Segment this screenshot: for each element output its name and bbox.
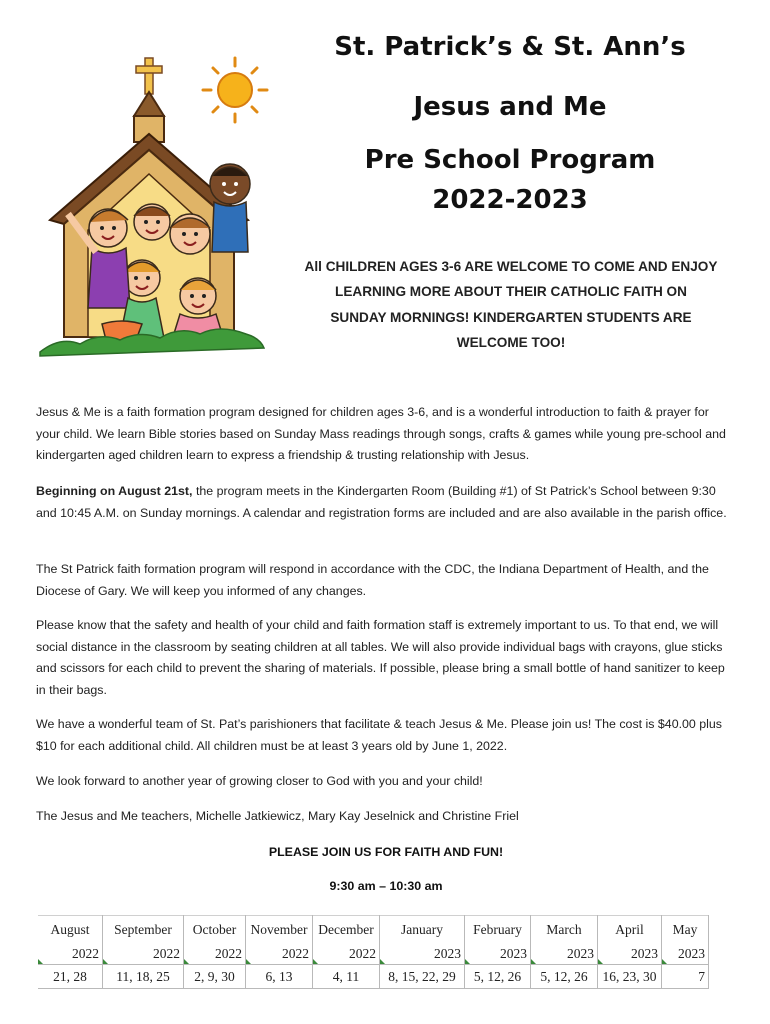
year-cell: 2023 [465, 944, 531, 965]
year-row [38, 944, 709, 965]
schedule-paragraph [36, 481, 736, 524]
dates-cell: 11, 18, 25 [103, 965, 184, 989]
sun-icon [203, 58, 267, 122]
dates-cell: 7 [662, 965, 709, 989]
health-guidelines-paragraph: The St Patrick faith formation program will respond in accordance with the CDC, the Indiana Department of Health, and the Diocese of Gary. We will keep you informed of any changes. [36, 562, 709, 598]
dates-cell: 16, 23, 30 [598, 965, 662, 989]
dates-cell: 21, 28 [38, 965, 103, 989]
program-subtitle: Pre School Program [364, 145, 656, 175]
time-line: 9:30 am – 10:30 am [329, 879, 443, 893]
month-cell: October [184, 916, 246, 945]
month-cell: September [103, 916, 184, 945]
welcome-line: All CHILDREN AGES 3-6 ARE WELCOME TO COME AND ENJOY [304, 259, 718, 274]
year-cell: 2023 [531, 944, 598, 965]
month-cell: May [662, 916, 709, 945]
year-cell: 2022 [38, 944, 103, 965]
year-cell: 2022 [103, 944, 184, 965]
start-date-emphasis: Beginning on August 21st, [36, 484, 193, 498]
welcome-line: SUNDAY MORNINGS! KINDERGARTEN STUDENTS ARE [330, 309, 692, 325]
welcome-line: WELCOME TOO! [456, 334, 566, 350]
dates-cell: 5, 12, 26 [531, 965, 598, 989]
month-row [38, 916, 709, 945]
program-name: Jesus and Me [413, 92, 607, 122]
year-cell: 2022 [184, 944, 246, 965]
session-calendar-table [38, 915, 709, 989]
closing-paragraph: We look forward to another year of growing closer to God with you and your child! [36, 774, 483, 788]
intro-paragraph: Jesus & Me is a faith formation program designed for children ages 3-6, and is a wonderful introduction to faith & prayer for your child. We learn Bible stories based on Sunday Mass readings through songs, crafts & games while young pre-school and kindergarten aged children learn to express a friendship & trusting relationship with Jesus. [36, 405, 726, 462]
program-year: 2022-2023 [432, 185, 588, 215]
month-cell: November [246, 916, 313, 945]
month-cell: December [313, 916, 380, 945]
month-cell: March [531, 916, 598, 945]
safety-paragraph: Please know that the safety and health of your child and faith formation staff is extremely important to us. To that end, we will social distance in the classroom by seating children at all tables. We will also provide individual bags with crayons, glue sticks and scissors for each child to prevent the sharing of materials. If possible, please bring a small bottle of hand sanitizer to keep in their bags. [36, 618, 725, 697]
schedule-details: the program meets in the Kindergarten Room (Building #1) of St Patrick’s School between 9:30 and 10:45 A.M. on Sunday mornings. A calendar and registration forms are included and are also available in the parish office. [36, 484, 727, 520]
month-cell: February [465, 916, 531, 945]
dates-cell: 2, 9, 30 [184, 965, 246, 989]
year-cell: 2023 [380, 944, 465, 965]
month-cell: August [38, 916, 103, 945]
year-cell: 2023 [662, 944, 709, 965]
welcome-message [286, 254, 736, 355]
cost-paragraph: We have a wonderful team of St. Pat’s parishioners that facilitate & teach Jesus & Me. Please join us! The cost is $40.00 plus $10 for each additional child. All children must be at least 3 years old by June 1, 2022. [36, 717, 722, 753]
month-cell: January [380, 916, 465, 945]
welcome-line: LEARNING MORE ABOUT THEIR CATHOLIC FAITH ON [335, 284, 687, 300]
dates-cell: 5, 12, 26 [465, 965, 531, 989]
join-us-line: PLEASE JOIN US FOR FAITH AND FUN! [268, 845, 504, 859]
teachers-paragraph: The Jesus and Me teachers, Michelle Jatkiewicz, Mary Kay Jeselnick and Christine Friel [36, 809, 519, 823]
dates-cell: 6, 13 [246, 965, 313, 989]
dates-cell: 8, 15, 22, 29 [380, 965, 465, 989]
dates-cell: 4, 11 [313, 965, 380, 989]
dates-row [38, 965, 709, 989]
year-cell: 2022 [313, 944, 380, 965]
cross-icon [136, 58, 162, 94]
month-cell: April [598, 916, 662, 945]
year-cell: 2022 [246, 944, 313, 965]
year-cell: 2023 [598, 944, 662, 965]
church-children-illustration [30, 52, 280, 364]
parish-title: St. Patrick’s & St. Ann’s [334, 32, 686, 62]
